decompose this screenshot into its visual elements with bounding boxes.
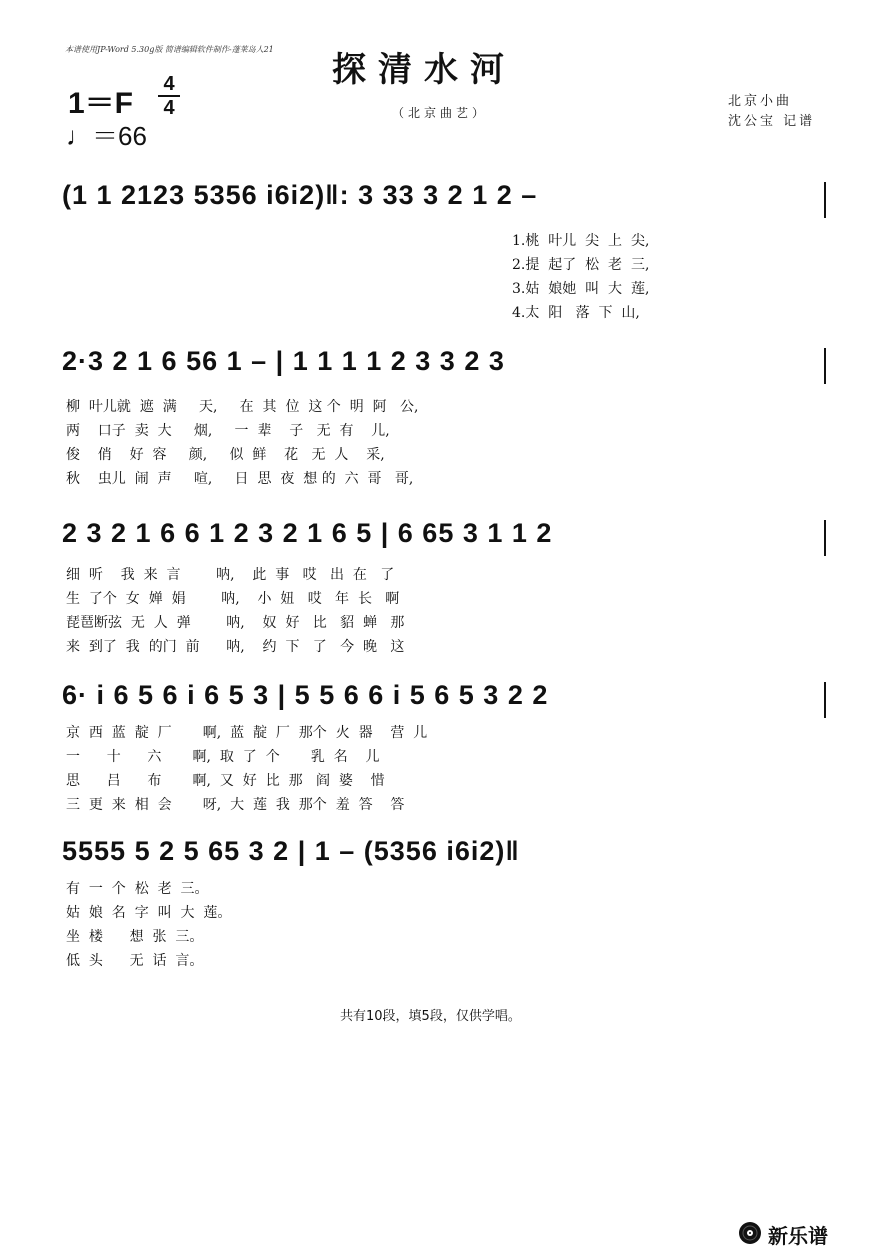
lyric-verse-3: 思 吕 布 啊, 又 好 比 那 阎 婆 惜: [66, 773, 385, 789]
bar-line: [824, 682, 826, 718]
tempo-marking: ♩＝66: [66, 121, 147, 151]
footer-note: 共有10段，填5段，仅供学唱。: [340, 1009, 521, 1024]
notation-line: 2 3 2 1 6 6 1 2 3 2 1 6 5 | 6 65 3 1 1 2: [62, 518, 553, 548]
time-signature-denominator: 4: [163, 97, 175, 119]
lyric-verse-4: 4.太 阳 落 下 山,: [512, 305, 640, 321]
site-logo[interactable]: [738, 1218, 868, 1248]
lyric-verse-1: 京 西 蓝 靛 厂 啊, 蓝 靛 厂 那个 火 器 营 儿: [66, 725, 428, 741]
lyric-verse-4: 秋 虫儿 闹 声 喧, 日 思 夜 想 的 六 哥 哥,: [66, 471, 414, 487]
song-origin: 北京小曲: [728, 94, 793, 109]
key-signature: 1＝F: [68, 87, 134, 120]
software-credit: 本谱使用JP-Word 5.30g版 简谱编辑软件制作-蓬莱岛人21: [65, 45, 274, 54]
lyric-verse-2: 2.提 起了 松 老 三,: [512, 257, 650, 273]
lyric-verse-3: 3.姑 娘她 叫 大 莲,: [512, 281, 650, 297]
notation-line: 5555 5 2 5 65 3 2 | 1 – (5356 i6i2)‖: [62, 836, 520, 866]
lyric-verse-2: 两 口子 卖 大 烟, 一 辈 子 无 有 儿,: [66, 423, 390, 439]
lyric-verse-2: 姑 娘 名 字 叫 大 莲。: [66, 905, 232, 921]
lyric-verse-2: 一 十 六 啊, 取 了 个 乳 名 儿: [66, 749, 380, 765]
bar-line: [824, 520, 826, 556]
lyric-verse-1: 柳 叶儿就 遮 满 天, 在 其 位 这 个 明 阿 公,: [66, 399, 419, 415]
lyric-verse-4: 低 头 无 话 言。: [66, 953, 204, 969]
time-signature: [158, 74, 180, 118]
lyric-verse-1: 细 听 我 来 言 呐, 此 事 哎 出 在 了: [66, 567, 395, 583]
bar-line: [824, 182, 826, 218]
notation-line: 6· i 6 5 6 i 6 5 3 | 5 5 6 6 i 5 6 5 3 2 2: [62, 680, 549, 710]
lyric-verse-4: 三 更 来 相 会 呀, 大 莲 我 那个 羞 答 答: [66, 797, 405, 813]
lyric-verse-3: 坐 楼 想 张 三。: [66, 929, 204, 945]
logo-text: 新乐谱: [768, 1224, 828, 1248]
notation-line: (1 1 2123 5356 i6i2)‖: 3 33 3 2 1 2 –: [62, 180, 538, 210]
lyric-verse-1: 有 一 个 松 老 三。: [66, 881, 209, 897]
bar-line: [824, 348, 826, 384]
lyric-verse-3: 俊 俏 好 容 颜, 似 鲜 花 无 人 采,: [66, 447, 385, 463]
song-title: 探清水河: [332, 50, 516, 90]
lyric-verse-4: 来 到了 我 的门 前 呐, 约 下 了 今 晚 这: [66, 639, 405, 655]
transcriber: 沈公宝 记谱: [728, 114, 816, 129]
lyric-verse-3: 琵琶断弦 无 人 弹 呐, 奴 好 比 貂 蝉 那: [66, 615, 405, 631]
time-signature-numerator: 4: [163, 73, 175, 95]
vinyl-record-icon: [738, 1221, 762, 1245]
song-subtitle: （北京曲艺）: [392, 106, 489, 120]
lyric-verse-2: 生 了个 女 婵 娟 呐, 小 妞 哎 年 长 啊: [66, 591, 400, 607]
notation-line: 2·3 2 1 6 56 1 – | 1 1 1 1 2 3 3 2 3: [62, 346, 505, 376]
lyric-verse-1: 1.桃 叶儿 尖 上 尖,: [512, 233, 650, 249]
